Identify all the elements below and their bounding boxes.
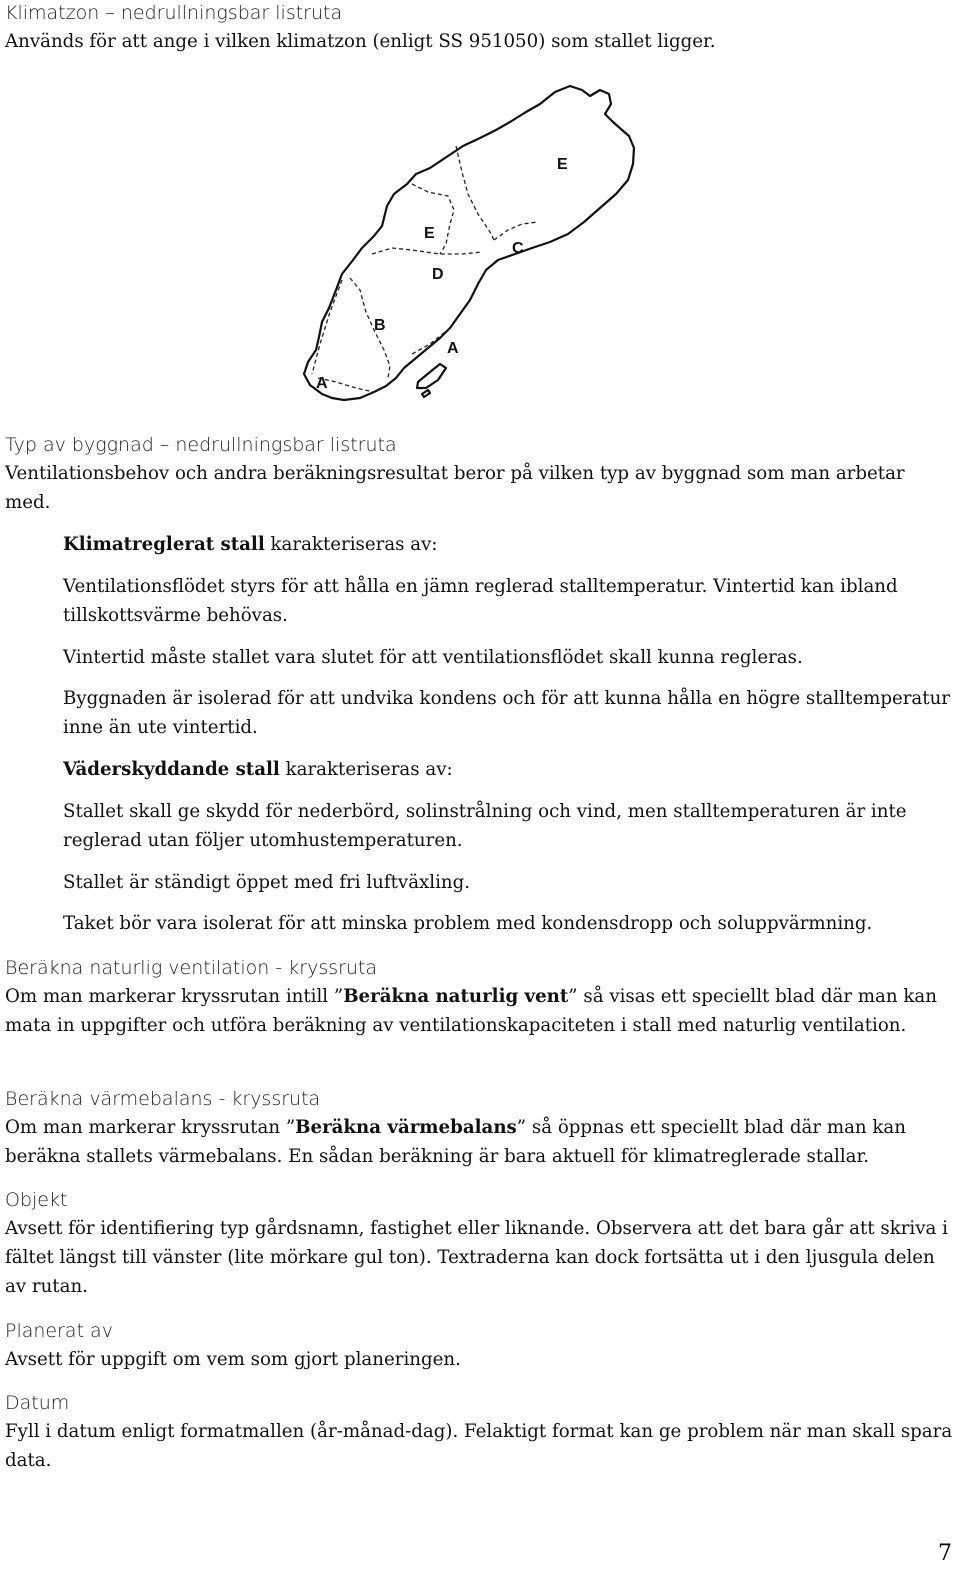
vaderskyddande-p3: Taket bör vara isolerat för att minska problem med kondensdropp och soluppvärmning.	[63, 913, 873, 934]
naturlig-pre: Om man markerar kryssrutan intill ”	[5, 986, 344, 1007]
naturlig-term: Beräkna naturlig vent	[343, 986, 569, 1007]
text-varmebalans	[5, 1113, 955, 1171]
vaderskyddande-p2: Stallet är ständigt öppet med fri luftväxling.	[63, 872, 471, 893]
vaderskyddande-intro	[63, 755, 958, 784]
vaderskyddande-term: Väderskyddande stall	[63, 759, 280, 780]
heading-objekt: Objekt	[5, 1189, 68, 1211]
text-klimatzon: Används för att ange i vilken klimatzon (enligt SS 951050) som stallet ligger.	[5, 31, 716, 52]
varme-post: ” så öppnas ett speciellt blad där man kan beräkna stallets värmebalans. En sådan beräkning är bara aktuell för klimatreglerade stallar.	[5, 1117, 906, 1167]
page-number: 7	[938, 1541, 952, 1566]
map-label-c: C	[512, 240, 524, 257]
text-planerat-av: Avsett för uppgift om vem som gjort planeringen.	[5, 1349, 461, 1370]
map-label-b: B	[374, 317, 386, 334]
klimatreglerat-term: Klimatreglerat stall	[63, 534, 265, 555]
heading-naturlig-ventilation: Beräkna naturlig ventilation - kryssruta	[5, 957, 378, 979]
text-datum: Fyll i datum enligt formatmallen (år-månad-dag). Felaktigt format kan ge problem när man skall spara data.	[5, 1421, 953, 1471]
map-label-e-west: E	[424, 225, 435, 242]
map-label-a-east: A	[447, 340, 459, 357]
heading-planerat-av: Planerat av	[5, 1320, 113, 1342]
vaderskyddande-intro-rest: karakteriseras av:	[279, 759, 453, 780]
heading-varmebalans: Beräkna värmebalans - kryssruta	[5, 1088, 321, 1110]
heading-datum: Datum	[5, 1392, 70, 1414]
varme-pre: Om man markerar kryssrutan ”	[5, 1117, 296, 1138]
text-typ-av-byggnad: Ventilationsbehov och andra beräkningsresultat beror på vilken typ av byggnad som man arbetar med.	[5, 463, 905, 513]
text-naturlig-ventilation	[5, 982, 955, 1040]
climate-zone-map	[300, 82, 660, 404]
klimatreglerat-p2: Vintertid måste stallet vara slutet för att ventilationsflödet skall kunna regleras.	[63, 647, 803, 668]
map-label-a-south: A	[316, 375, 328, 392]
naturlig-post: ” så visas ett speciellt blad där man kan mata in uppgifter och utföra beräkning av ventilationskapaciteten i stall med naturlig ventilation.	[5, 986, 937, 1036]
klimatreglerat-p3: Byggnaden är isolerad för att undvika kondens och för att kunna hålla en högre stalltemperatur inne än ute vintertid.	[63, 688, 950, 738]
text-objekt: Avsett för identifiering typ gårdsnamn, fastighet eller liknande. Observera att det bara går att skriva i fältet längst till vänster (lite mörkare gul ton). Textraderna kan dock fortsätta ut i den ljusgula delen av rutan.	[5, 1218, 948, 1297]
klimatreglerat-intro-rest: karakteriseras av:	[264, 534, 438, 555]
klimatreglerat-p1: Ventilationsflödet styrs för att hålla en jämn reglerad stalltemperatur. Vintertid kan ibland tillskottsvärme behövas.	[63, 576, 898, 626]
varme-term: Beräkna värmebalans	[295, 1117, 517, 1138]
vaderskyddande-p1: Stallet skall ge skydd för nederbörd, solinstrålning och vind, men stalltemperaturen är inte reglerad utan följer utomhustemperaturen.	[63, 801, 907, 851]
klimatreglerat-intro	[63, 530, 958, 559]
heading-typ-av-byggnad: Typ av byggnad – nedrullningsbar listruta	[5, 434, 397, 456]
map-label-d: D	[432, 266, 444, 283]
map-label-e-north: E	[557, 156, 568, 173]
heading-klimatzon: Klimatzon – nedrullningsbar listruta	[5, 2, 343, 24]
